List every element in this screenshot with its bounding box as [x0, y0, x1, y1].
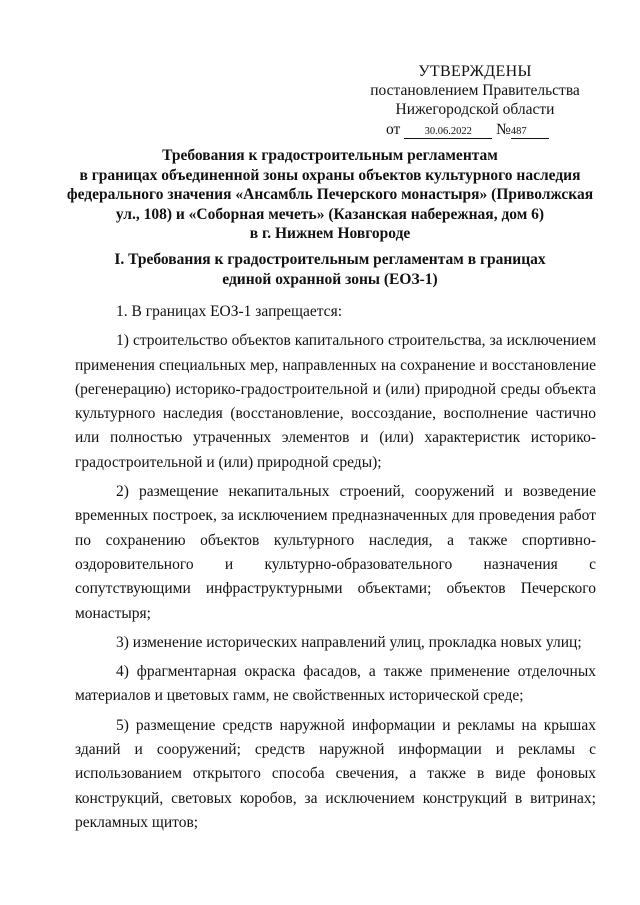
paragraph: 2) размещение некапитальных строений, сооружений и возведение временных построек, за исключением предназначенных для проведения работ по сохранению объектов культурного наследия, а также спортивно-оздоровительного и культурно-образовательного назначения с сопутствующими инфраструктурными объектами; объектов Печерского монастыря; — [75, 483, 596, 622]
paragraph: 1. В границах ЕОЗ-1 запрещается: — [116, 303, 342, 320]
approval-line-1: постановлением Правительства — [370, 82, 580, 99]
number-label: № — [496, 121, 511, 138]
section-heading-line: единой охранной зоны (ЕОЗ-1) — [222, 270, 438, 288]
title-line: Требования к градостроительным регламентам — [162, 147, 498, 164]
title-line: ул., 108) и «Соборная мечеть» (Казанская набережная, дом 6) — [115, 205, 545, 223]
approval-stamp — [360, 62, 590, 139]
approval-line-2: Нижегородской области — [395, 101, 555, 118]
approval-date-line — [360, 120, 590, 139]
approved-heading: УТВЕРЖДЕНЫ — [418, 63, 532, 80]
section-heading — [60, 250, 600, 289]
paragraph: 5) размещение средств наружной информации и рекламы на крышах зданий и сооружений; средств наружной информации и рекламы с использованием открытого способа свечения, а также в виде фоновых конструкций, световых коробов, за исключением конструкций в витринах; рекламных щитов; — [75, 716, 596, 831]
document-body — [75, 300, 596, 840]
paragraph: 4) фрагментарная окраска фасадов, а также применение отделочных материалов и цветовых гамм, не свойственных исторической среде; — [75, 663, 596, 705]
title-line: в границах объединенной зоны охраны объектов культурного наследия — [79, 166, 581, 184]
paragraph: 1) строительство объектов капитального строительства, за исключением применения специальных мер, направленных на сохранение и восстановление (регенерацию) историко-градостроительной и (или) природной среды объекта культурного наследия (восстановление, воссоздание, восполнение частично или полностью утраченных элементов и (или) характеристик историко-градостроительной и (или) природной среды); — [75, 332, 596, 471]
from-label: от — [386, 121, 401, 138]
title-line: федерального значения «Ансамбль Печерского монастыря» (Приволжская — [66, 186, 594, 204]
approval-number: 487 — [511, 125, 549, 139]
document-title — [60, 146, 600, 244]
approval-date: 30.06.2022 — [404, 125, 492, 139]
title-line: в г. Нижнем Новгороде — [249, 225, 411, 243]
paragraph: 3) изменение исторических направлений улиц, прокладка новых улиц; — [116, 633, 582, 651]
section-heading-line: I. Требования к градостроительным регламентам в границах — [114, 251, 546, 268]
